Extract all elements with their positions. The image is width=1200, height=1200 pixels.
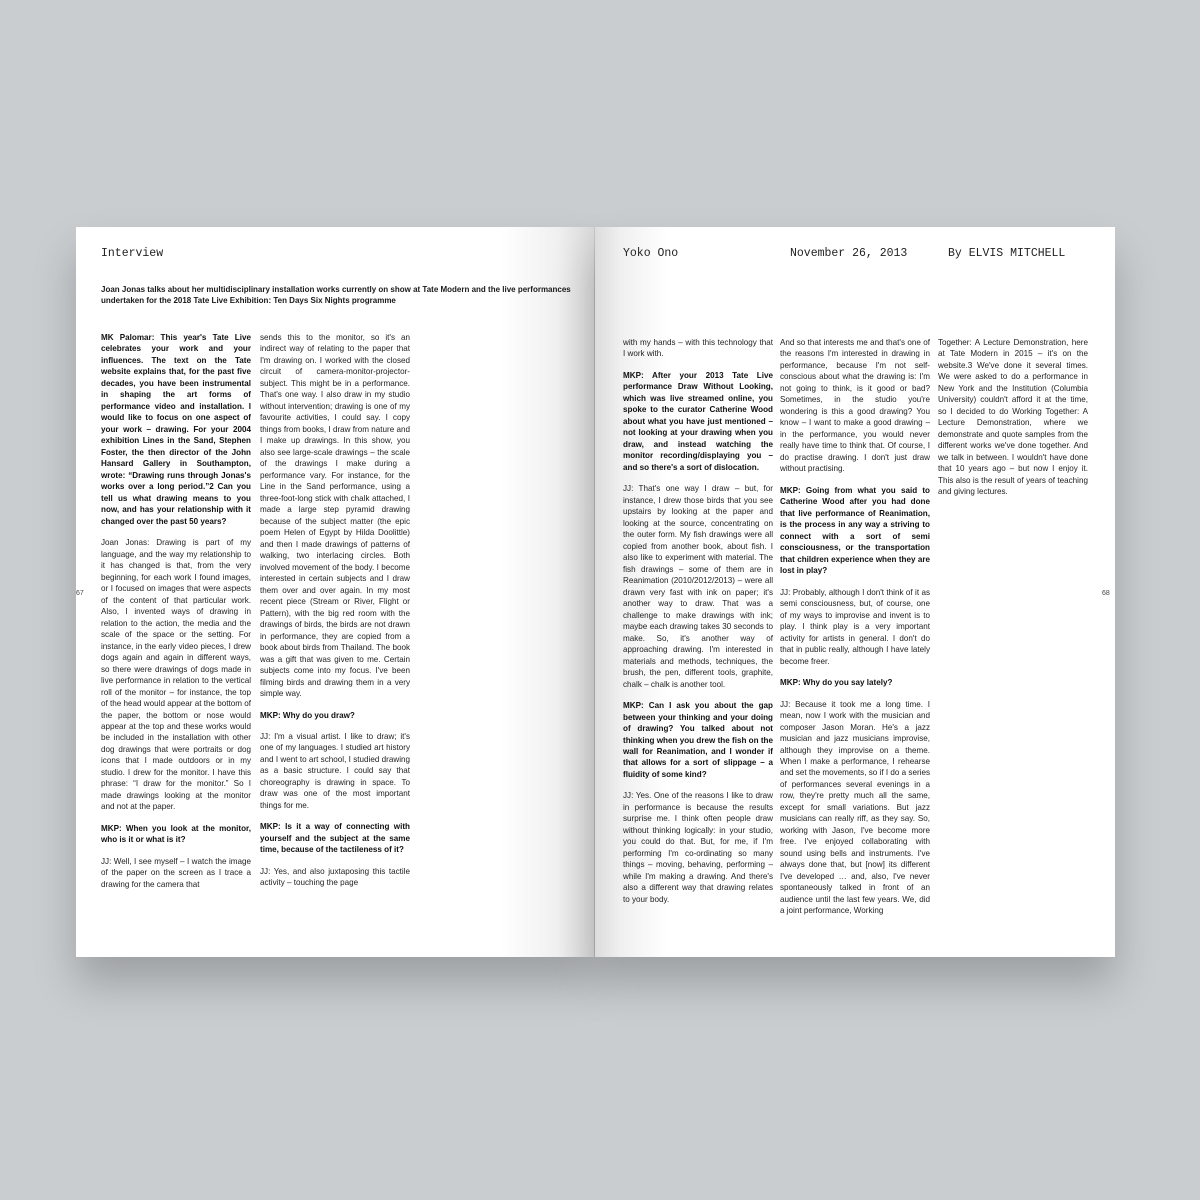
interview-answer: Together: A Lecture Demonstration, here at Tate Modern in 2015 – it's on the website.3 We've done it several times. We were asked to do a performance in New York and the Institution (Columbia University) couldn't afford it at the time, so I decided to do Working Together: A Lecture Demonstration, where we demonstrate and quote samples from the different works we've done together. And we talk in between. I wouldn't have done that 10 years ago – but now I enjoy it. This also is the result of years of teaching and giving lectures. [938,338,1088,497]
left-column-1 [101,332,251,900]
right-column-1 [623,337,773,915]
interview-answer: JJ: Yes. One of the reasons I like to draw in performance is because the results surprise me. I think often people draw without thinking logically: in your studio, you could do that. But, for me, if I'm performing I'm co-ordinating so many things – moving, behaving, performing – while I'm making a drawing. And there's also a different way that drawing relates to your body. [623,791,773,904]
page-number-right: 68 [1102,590,1110,597]
interview-answer: JJ: Because it took me a long time. I mean, now I work with the musician and composer Jason Moran. He's a jazz musician and jazz musicians improvise, although they improvise on a theme. When I make a performance, I rehearse and set the movements, so if I do a series of performances several evenings in a row, they're pretty much all the same, except for small variations. But jazz musicians can really riff, as they say. So, working with Jason, I've become more free. I've enjoyed collaborating with sound using bells and instruments. I've always done that, but [now] its different I've developed … and, also, I've never spontaneously talked in front of an audience until the last few years. We, did a joint performance, Working [780,699,930,916]
page-number-left: 67 [76,590,84,597]
interview-answer: with my hands – with this technology that I work with. [623,338,773,359]
interview-question: MKP: After your 2013 Tate Live performance Draw Without Looking, which was live streamed online, you spoke to the curator Catherine Wood about what you have just mentioned – not looking at your drawing when you draw, and instead watching the monitor recording/displaying you – and so there's a sort of dislocation. [623,370,773,472]
right-column-2 [780,337,930,927]
interview-answer: sends this to the monitor, so it's an indirect way of relating to the paper that I'm drawing on. I worked with the closed circuit of camera-monitor-projector-subject. This might be in a performance. That's one way. I also draw in my studio without intervention; drawing is one of my favourite activities, I could say. I copy things from books, I draw from nature and I make up drawings. In this show, you also see large-scale drawings – the scale of the drawings I make during a performance vary. For instance, for the Line in the Sand performance, using a three-foot-long stick with chalk attached, I made a large step pyramid drawing because of the subject matter (the epic poem Helen of Egypt by Hilda Doolittle) and then I made drawings of patterns of walking, two interlacing circles. Both involved movement of the body. I become interested in certain subjects and I draw them over and over again. In my most recent piece (Stream or River, Flight or Pattern), with the big red room with the drawings of birds, the birds are not drawn in performance, they are copied from a book about birds from Thailand. The book was a gift that was given to me. Certain subjects come into my focus. I've been filming birds and drawing them in a very simple way. [260,333,410,699]
interview-answer: JJ: I'm a visual artist. I like to draw; it's one of my languages. I studied art history and I went to art school, I studied drawing as a basic structure. I could say that choreography is drawing in space. To draw was one of the most important things for me. [260,731,410,810]
interview-question: MKP: Can I ask you about the gap between your thinking and your doing of drawing? You talked about not thinking when you drew the fish on the wall for Reanimation, and I wonder if that allows for a sort of slippage – a fluidity of some kind? [623,701,773,779]
interview-answer: Joan Jonas: Drawing is part of my language, and the way my relationship to it has changed is that, from the very beginning, for each work I found images, or I focused on images that were aspects of the content of that particular work. Also, I invented ways of drawing in relation to the action, the media and the scale of the space or the setting. For instance, in the early video pieces, I drew dogs again and again in different ways, so there were drawings of dogs made in live performance in relation to the vertical roll of the monitor – for instance, the top of the head would appear at the bottom of the paper, the bottom or nose would appear at the top and these works would be included in the installation with other dog drawings that were portraits or dog icons that I made outdoors or in my studio. I drew for the monitor. I have this phrase: “I draw for the monitor.” So I made drawings looking at the monitor and not at the paper. [101,538,251,812]
interview-question: MKP: Why do you draw? [260,710,355,720]
interview-question: MKP: When you look at the monitor, who is it or what is it? [101,823,251,845]
interview-question: MKP: Going from what you said to Catherine Wood after you had done that live performance of Reanimation, is the process in any way a striving to connect with a sort of semi consciousness, or the transportation that children experience when they are lost in play? [780,485,930,576]
interview-answer: And so that interests me and that's one of the reasons I'm interested in drawing in performance, because I'm not self-conscious about what the drawing is: I'm not going to think, is it good or bad? Sometimes, in the studio you're wondering is this a good drawing? You know – I want to make a good drawing – in the performance, you would never really have time to think that. Of course, I do practise drawing. I don't just draw without practising. [780,338,930,474]
interview-question: MK Palomar: This year's Tate Live celebrates your work and your influences. The text on the Tate website explains that, for the past five decades, you have been instrumental in shaping the art forms of performance video and installation. I would like to focus on one aspect of your work – drawing. For your 2004 exhibition Lines in the Sand, Stephen Foster, the then director of the John Hansard Gallery in Southampton, wrote: “Drawing runs through Jonas's works over a long period.”2 Can you tell us what drawing means to you now, and has your relationship with it changed over the past 50 years? [101,333,251,526]
interview-answer: JJ: Probably, although I don't think of it as semi consciousness, but, of course, one of my ways to improvise and invent is to play. I think play is a very important activity for artists in general. I don't do that in public really, although I have lately become freer. [780,587,930,666]
right-column-3 [938,337,1088,508]
running-head-name: Yoko Ono [623,247,679,260]
interview-answer: JJ: That's one way I draw – but, for instance, I drew those birds that you see upstairs by looking at the paper and looking at the source, concentrating on the outer form. My fish drawings were all copied from another book, about fish. I also like to experiment with material. The fish drawings – some of them are in Reanimation (2010/2012/2013) – were all drawn very fast with ink on paper; it's another way to draw. That was a challenge to make drawings with ink; maybe each drawing takes 30 seconds to make. So, it's another way of approaching drawing. I'm interested in materials and methods, techniques, the brush, the pen, different tools, graphite, chalk – chalk is another tool. [623,484,773,689]
left-column-2 [260,332,410,899]
running-head-date: November 26, 2013 [790,247,908,260]
interview-answer: JJ: Well, I see myself – I watch the image of the paper on the screen as I trace a drawing for the camera that [101,856,251,889]
running-head-section: Interview [101,247,164,260]
right-page [595,227,1115,957]
running-head-byline: By ELVIS MITCHELL [948,247,1066,260]
interview-answer: JJ: Yes, and also juxtaposing this tactile activity – touching the page [260,866,410,888]
left-page [76,227,594,957]
interview-question: MKP: Is it a way of connecting with yourself and the subject at the same time, because of the tactileness of it? [260,822,410,855]
interview-question: MKP: Why do you say lately? [780,678,893,688]
standfirst: Joan Jonas talks about her multidisciplinary installation works currently on show at Tate Modern and the live performances undertaken for the 2018 Tate Live Exhibition: Ten Days Six Nights programme [101,285,571,306]
